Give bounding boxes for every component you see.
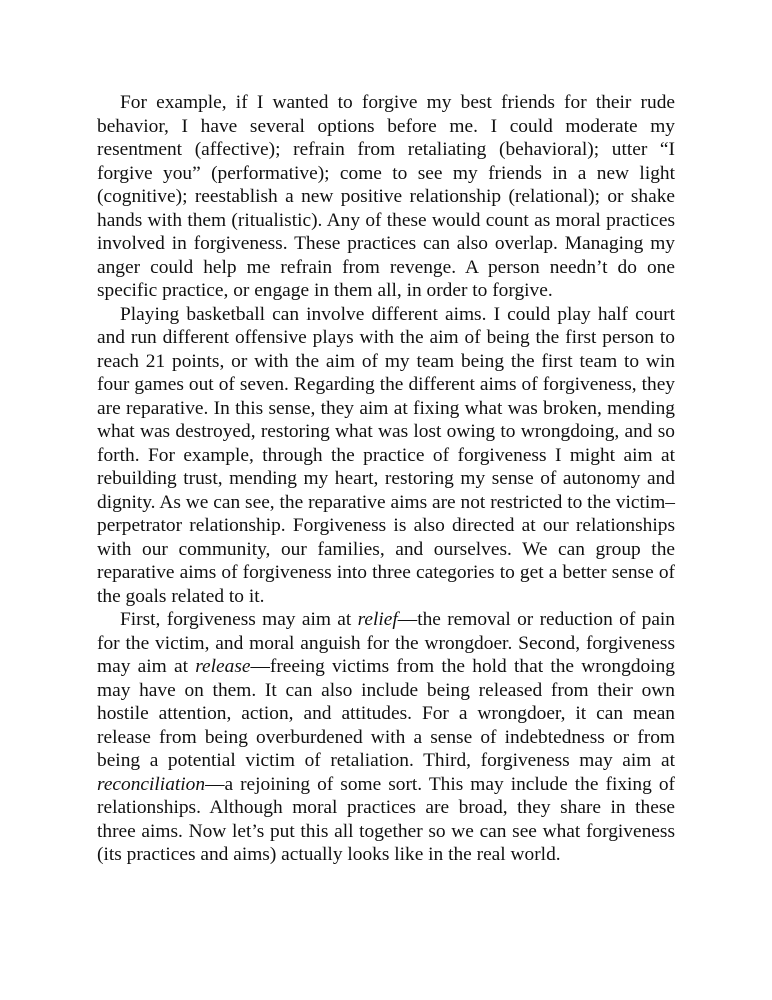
page-body [97, 91, 675, 867]
paragraph-3-text: —freeing victims from the hold that the wrongdoing may have on them. It can also include being released from their own hostile attention, action, and attitudes. For a wrongdoer, it can mean release from being overburdened with a sense of indebtedness or from being a potential victim of retaliation. Third, forgiveness may aim at [97, 656, 675, 771]
paragraph-2 [97, 303, 675, 609]
paragraph-3-text: —a rejoining of some sort. This may include the fixing of relationships. Although moral practices are broad, they share in these three aims. Now let’s put this all together so we can see what forgiveness (its practices and aims) actually looks like in the real world. [97, 773, 675, 865]
paragraph-1-text: For example, if I wanted to forgive my best friends for their rude behavior, I have several options before me. I could moderate my resentment (affective); refrain from retaliating (behavioral); utter “I forgive you” (performative); come to see my friends in a new light (cognitive); reestablish a new positive relationship (relational); or shake hands with them (ritualistic). Any of these would count as moral practices involved in forgiveness. These practices can also overlap. Managing my anger could help me refrain from revenge. A person needn’t do one specific practice, or engage in them all, in order to forgive. [97, 92, 675, 301]
paragraph-3-text: —the removal or reduction of pain for the victim, and moral anguish for the wrongdoer. Second, forgiveness may aim at [97, 609, 676, 677]
term-reconciliation: reconciliation [97, 773, 206, 795]
paragraph-3 [97, 608, 675, 867]
term-release: release [195, 656, 251, 677]
term-relief: relief [357, 609, 398, 630]
paragraph-2-text: Playing basketball can involve different aims. I could play half court and run different offensive plays with the aim of being the first person to reach 21 points, or with the aim of my team being the first team to win four games out of seven. Regarding the different aims of forgiveness, they are reparative. In this sense, they aim at fixing what was broken, mending what was destroyed, restoring what was lost owing to wrongdoing, and so forth. For example, through the practice of forgiveness I might aim at rebuilding trust, mending my heart, restoring my sense of autonomy and dignity. As we can see, the reparative aims are not restricted to the victim–perpetrator relationship. Forgiveness is also directed at our relationships with our community, our families, and ourselves. We can group the reparative aims of forgiveness into three categories to get a better sense of the goals related to it. [97, 303, 675, 607]
paragraph-3-text: First, forgiveness may aim at [120, 609, 358, 630]
paragraph-1 [97, 91, 675, 303]
